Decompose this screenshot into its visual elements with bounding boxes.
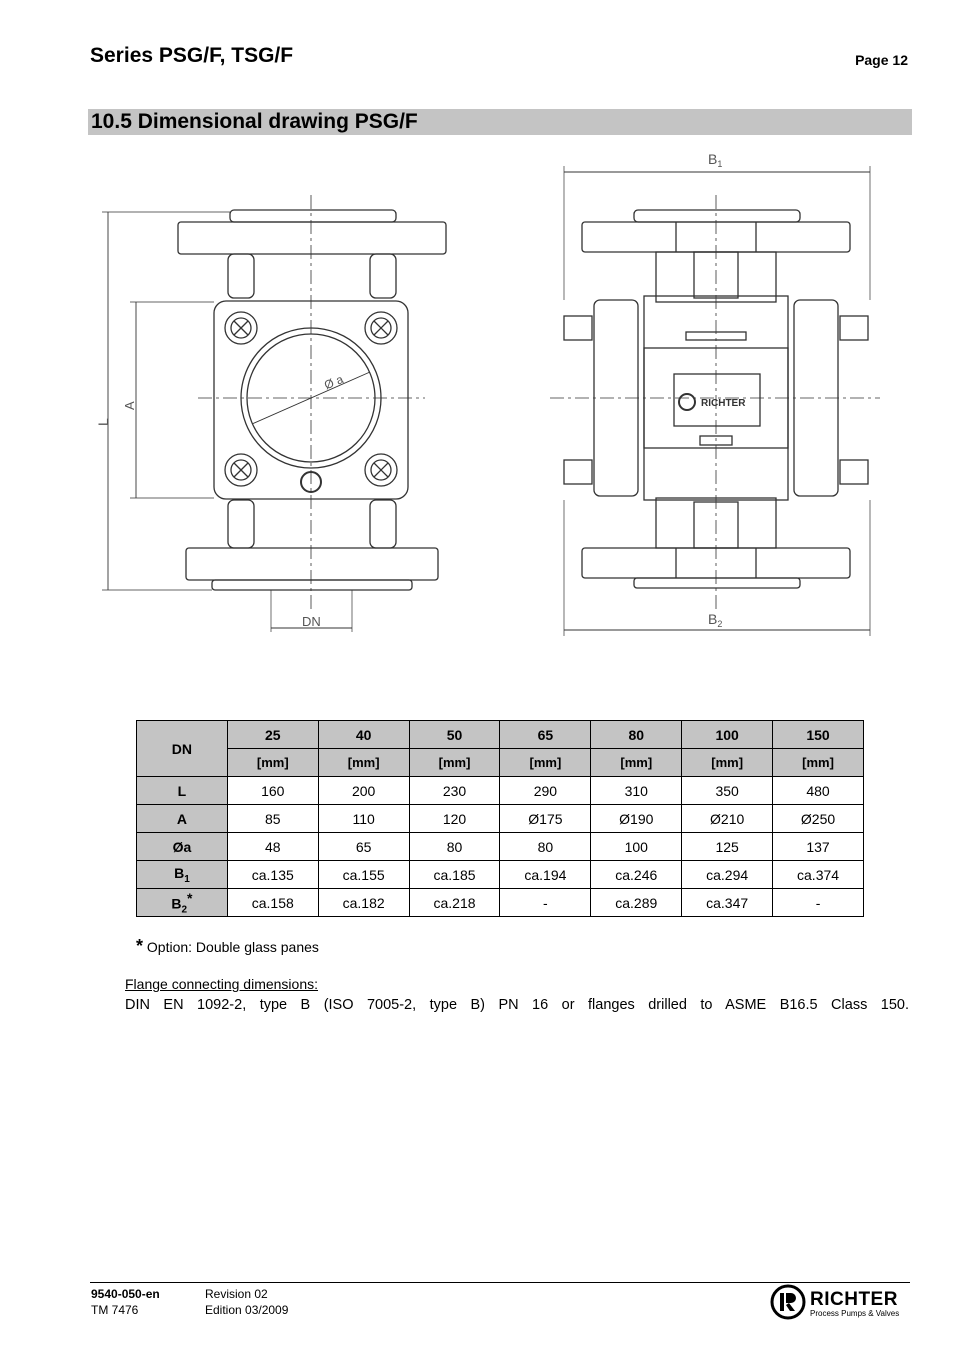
table-cell: ca.294 xyxy=(682,861,773,889)
option-note: * Option: Double glass panes xyxy=(136,936,319,956)
table-cell: 480 xyxy=(773,777,864,805)
col-40: 40 xyxy=(318,721,409,749)
flange-text: DIN EN 1092-2, type B (ISO 7005-2, type B) PN 16 or flanges drilled to ASME B16.5 Class 150. xyxy=(125,997,909,1013)
table-cell: ca.374 xyxy=(773,861,864,889)
table-cell: ca.246 xyxy=(591,861,682,889)
row-label: Øa xyxy=(137,833,228,861)
table-cell: 290 xyxy=(500,777,591,805)
table-cell: 100 xyxy=(591,833,682,861)
table-cell: Ø210 xyxy=(682,805,773,833)
unit-cell: [mm] xyxy=(773,749,864,777)
table-body xyxy=(137,777,864,917)
unit-cell: [mm] xyxy=(227,749,318,777)
table-cell: ca.135 xyxy=(227,861,318,889)
table-cell: 80 xyxy=(500,833,591,861)
bolt-bl xyxy=(225,454,257,486)
table-cell: 120 xyxy=(409,805,500,833)
bolt-tl xyxy=(225,312,257,344)
table-cell: ca.182 xyxy=(318,889,409,917)
row-header-dn: DN xyxy=(137,721,228,777)
col-80: 80 xyxy=(591,721,682,749)
table-cell: ca.194 xyxy=(500,861,591,889)
richter-logo-icon xyxy=(770,1284,808,1320)
table-cell: ca.289 xyxy=(591,889,682,917)
table-cell: 200 xyxy=(318,777,409,805)
unit-cell: [mm] xyxy=(500,749,591,777)
row-label: L xyxy=(137,777,228,805)
table-cell: 310 xyxy=(591,777,682,805)
table-row xyxy=(137,777,864,805)
dim-b1-label: $B_1$ xyxy=(708,151,723,169)
table-cell: - xyxy=(500,889,591,917)
table-cell: 85 xyxy=(227,805,318,833)
row-label: A xyxy=(137,805,228,833)
table-row xyxy=(137,833,864,861)
col-65: 65 xyxy=(500,721,591,749)
table-cell: 137 xyxy=(773,833,864,861)
dimensions-table xyxy=(136,720,864,917)
logo-text: RICHTER xyxy=(810,1289,898,1310)
flange-heading: Flange connecting dimensions: xyxy=(125,976,319,992)
table-cell: ca.218 xyxy=(409,889,500,917)
table-cell: Ø175 xyxy=(500,805,591,833)
dim-b2-label: $B_2$ xyxy=(708,611,723,629)
table-cell: 48 xyxy=(227,833,318,861)
footer-rule xyxy=(90,1282,910,1283)
unit-cell: [mm] xyxy=(318,749,409,777)
table-cell: 80 xyxy=(409,833,500,861)
table-row xyxy=(137,861,864,889)
table-cell: 230 xyxy=(409,777,500,805)
richter-logo xyxy=(770,1284,910,1320)
section-title: 10.5 Dimensional drawing PSG/F xyxy=(91,110,418,133)
table-cell: ca.185 xyxy=(409,861,500,889)
dimensional-drawing xyxy=(80,140,880,640)
dim-a-label: A xyxy=(122,401,137,410)
unit-cell: [mm] xyxy=(409,749,500,777)
table-cell: Ø190 xyxy=(591,805,682,833)
table-row xyxy=(137,889,864,917)
col-150: 150 xyxy=(773,721,864,749)
row-label: $B_1$ xyxy=(137,861,228,889)
bolt-br xyxy=(365,454,397,486)
unit-cell: [mm] xyxy=(682,749,773,777)
table-cell: 110 xyxy=(318,805,409,833)
edition: Edition 03/2009 xyxy=(205,1303,289,1317)
page-number: Page 12 xyxy=(855,52,908,68)
table-row xyxy=(137,805,864,833)
dim-l-label: L xyxy=(95,418,111,426)
doc-number: 9540-050-en xyxy=(91,1287,160,1301)
front-view xyxy=(102,195,446,632)
logo-subtitle: Process Pumps & Valves xyxy=(810,1309,900,1318)
col-100: 100 xyxy=(682,721,773,749)
series-title: Series PSG/F, TSG/F xyxy=(90,44,294,67)
unit-cell: [mm] xyxy=(591,749,682,777)
nameplate-text: RICHTER xyxy=(701,398,746,409)
table-cell: 65 xyxy=(318,833,409,861)
col-25: 25 xyxy=(227,721,318,749)
bolt-tr xyxy=(365,312,397,344)
revision: Revision 02 xyxy=(205,1287,268,1301)
tm-number: TM 7476 xyxy=(91,1303,139,1317)
table-cell: ca.158 xyxy=(227,889,318,917)
dim-dn-label: DN xyxy=(302,614,321,629)
table-cell: 160 xyxy=(227,777,318,805)
dim-oa-label: Ø a xyxy=(322,372,346,393)
table-cell: Ø250 xyxy=(773,805,864,833)
row-label: $B_2^*$ xyxy=(137,889,228,917)
table-cell: ca.155 xyxy=(318,861,409,889)
table-cell: - xyxy=(773,889,864,917)
table-cell: 125 xyxy=(682,833,773,861)
table-cell: 350 xyxy=(682,777,773,805)
col-50: 50 xyxy=(409,721,500,749)
table-cell: ca.347 xyxy=(682,889,773,917)
